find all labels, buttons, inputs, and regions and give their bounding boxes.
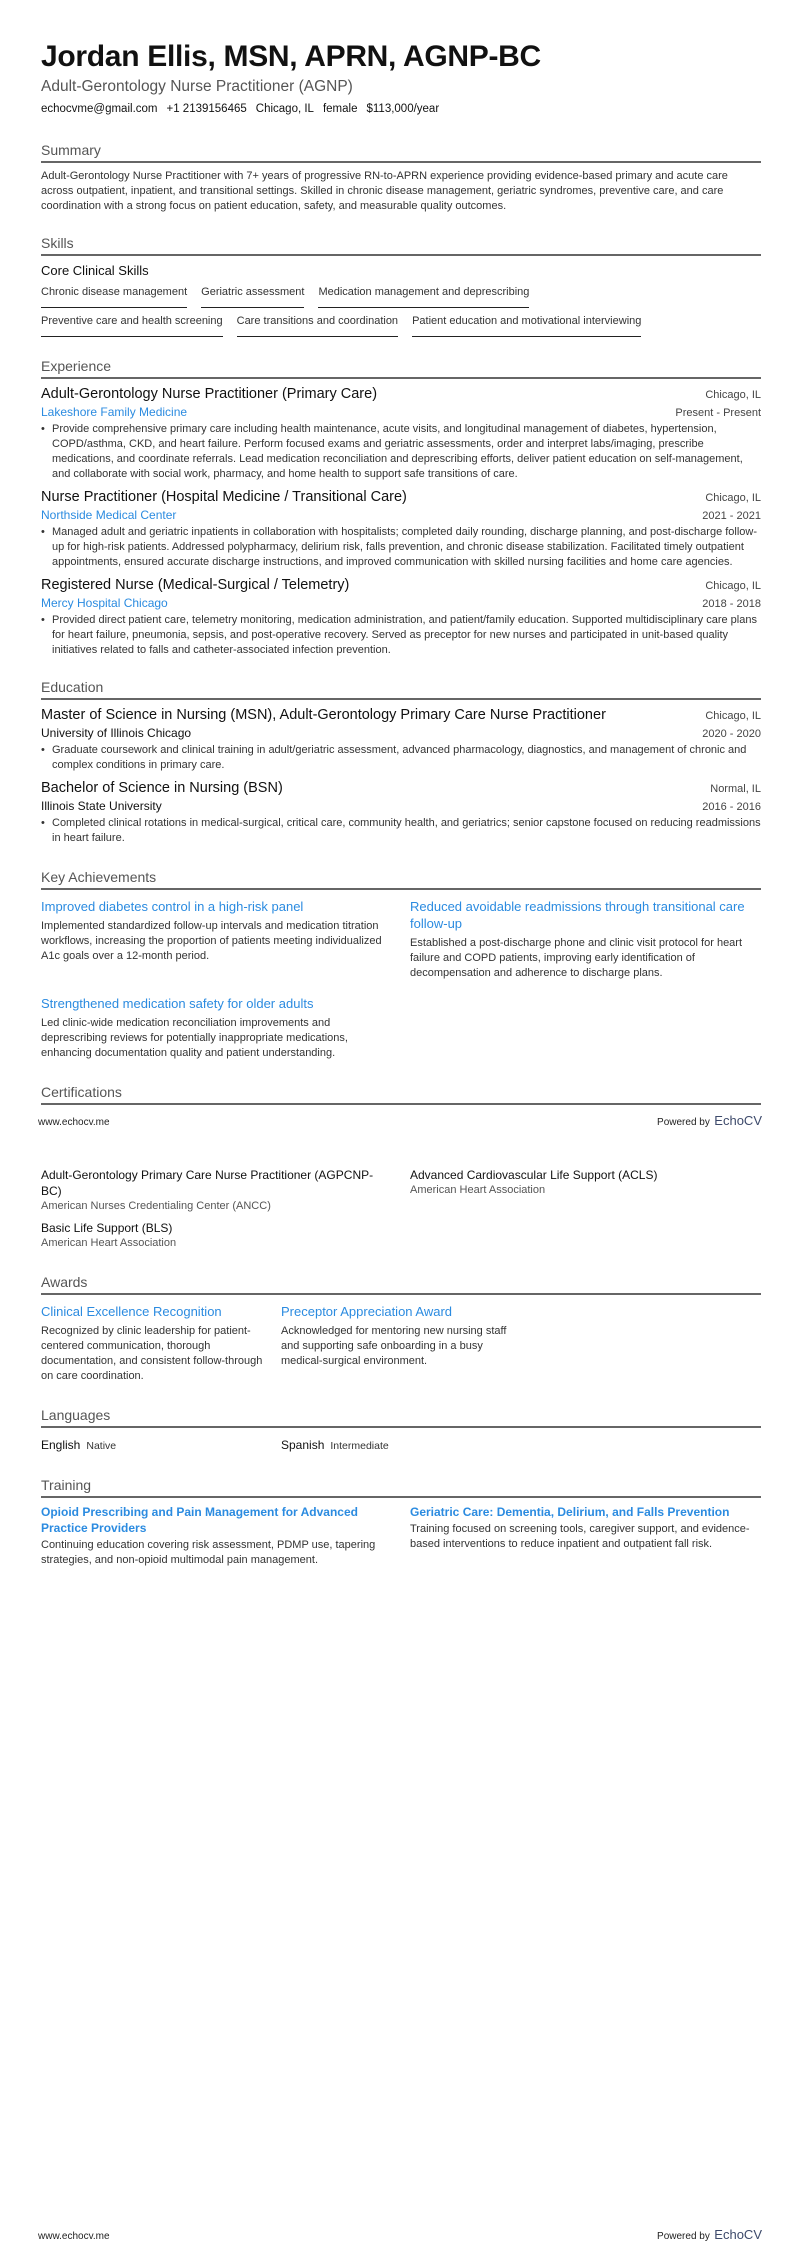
award-text: Recognized by clinic leadership for patient-centered communication, thorough documentation, and consistent follow-through on care coordination. — [41, 1325, 263, 1382]
skill-tag: Patient education and motivational interviewing — [412, 314, 641, 337]
skill-tag: Chronic disease management — [41, 285, 187, 308]
page-footer-1 — [38, 1112, 762, 1130]
experience-entry — [41, 576, 761, 658]
certification-org: American Heart Association — [410, 1184, 546, 1196]
achievement-text: Established a post-discharge phone and clinic visit protocol for heart failure and COPD patients, improving early identification of decompensation and adherence to discharge plans. — [410, 937, 743, 979]
achievement-text: Led clinic-wide medication reconciliation improvements and deprescribing reviews for potentially inappropriate medications, enhancing documentation quality and patient understanding. — [41, 1017, 348, 1059]
footer-url-link[interactable]: www.echocv.me — [38, 1117, 110, 1128]
experience-entry — [41, 488, 761, 570]
awards-heading: Awards — [41, 1273, 761, 1295]
school-name: Illinois State University — [41, 799, 162, 813]
contact-phone[interactable]: +1 2139156465 — [166, 103, 247, 115]
resume-page-2 — [41, 1167, 761, 1568]
training-title: Opioid Prescribing and Pain Management for Advanced Practice Providers — [41, 1505, 358, 1535]
education-dates: 2016 - 2016 — [702, 801, 761, 813]
education-bullet: • Completed clinical rotations in medical-surgical, critical care, community health, and geriatrics; senior capstone focused on reducing readmissions in heart failure. — [41, 816, 761, 846]
education-entry — [41, 779, 761, 846]
education-dates: 2020 - 2020 — [702, 728, 761, 740]
training-text: Training focused on screening tools, caregiver support, and evidence-based interventions to reduce inpatient and outpatient fall risk. — [410, 1523, 750, 1550]
summary-section — [41, 141, 761, 214]
certifications-section — [41, 1083, 761, 1105]
achievement-title: Reduced avoidable readmissions through transitional care follow-up — [410, 899, 745, 931]
contact-location: Chicago, IL — [255, 103, 314, 115]
language-item — [281, 1436, 521, 1454]
certification-title: Basic Life Support (BLS) — [41, 1221, 173, 1235]
job-location: Chicago, IL — [705, 580, 761, 592]
training-text: Continuing education covering risk assessment, PDMP use, tapering strategies, and non-opioid multimodal pain management. — [41, 1539, 376, 1566]
powered-by-label: Powered by — [657, 1117, 710, 1128]
achievement-item — [410, 898, 761, 981]
training-section — [41, 1476, 761, 1568]
award-text: Acknowledged for mentoring new nursing staff and supporting safe onboarding in a busy medical-surgical environment. — [281, 1325, 507, 1367]
job-title: Adult-Gerontology Nurse Practitioner (Primary Care) — [41, 386, 378, 402]
skill-group-title: Core Clinical Skills — [41, 263, 149, 278]
certification-item — [41, 1167, 392, 1214]
skill-tag: Care transitions and coordination — [237, 314, 398, 337]
language-name: English — [41, 1438, 81, 1452]
certification-org: American Heart Association — [41, 1237, 177, 1249]
employer-link[interactable]: Northside Medical Center — [41, 508, 177, 522]
awards-section — [41, 1273, 761, 1384]
experience-entry — [41, 385, 761, 482]
language-level: Intermediate — [330, 1440, 389, 1452]
achievements-heading: Key Achievements — [41, 868, 761, 890]
achievement-item — [41, 995, 392, 1061]
contact-gender: female — [322, 103, 358, 115]
achievements-section — [41, 868, 761, 1061]
contact-line — [41, 103, 761, 115]
certification-item — [41, 1220, 392, 1251]
contact-email[interactable]: echocvme@gmail.com — [41, 103, 158, 115]
award-title: Clinical Excellence Recognition — [41, 1304, 222, 1319]
brand-logo-link[interactable]: EchoCV — [714, 1113, 762, 1128]
candidate-name: Jordan Ellis, MSN, APRN, AGNP-BC — [41, 40, 541, 73]
skills-heading: Skills — [41, 234, 761, 256]
language-level: Native — [86, 1440, 117, 1452]
candidate-title: Adult-Gerontology Nurse Practitioner (AGNP) — [41, 78, 353, 95]
skill-tag: Medication management and deprescribing — [318, 285, 529, 308]
skills-row-1 — [41, 285, 761, 308]
languages-section — [41, 1406, 761, 1454]
skill-tag: Geriatric assessment — [201, 285, 304, 308]
job-dates: 2021 - 2021 — [702, 510, 761, 522]
certifications-list — [41, 1167, 761, 1251]
education-section — [41, 678, 761, 846]
language-name: Spanish — [281, 1438, 325, 1452]
training-item — [410, 1504, 761, 1568]
job-title: Registered Nurse (Medical-Surgical / Telemetry) — [41, 577, 350, 593]
achievement-title: Strengthened medication safety for older adults — [41, 996, 314, 1011]
languages-heading: Languages — [41, 1406, 761, 1428]
education-entry — [41, 706, 761, 773]
language-item — [41, 1436, 281, 1454]
achievement-title: Improved diabetes control in a high-risk panel — [41, 899, 304, 914]
education-heading: Education — [41, 678, 761, 700]
school-name: University of Illinois Chicago — [41, 726, 192, 740]
job-dates: Present - Present — [675, 407, 761, 419]
job-bullet: • Provide comprehensive primary care including health maintenance, acute visits, and longitudinal management of diabetes, hypertension, COPD/asthma, CKD, and heart failure. Perform focused exams and geriatric assessments, order and interpret labs/imaging, prescribe medications, and coordinate referrals. Lead medication reconciliation and deprescribing efforts, deliver patient education on self-management, and collaborate with social work, pharmacy, and home health to support safe transitions of care. — [41, 422, 761, 482]
summary-text: Adult-Gerontology Nurse Practitioner with 7+ years of progressive RN-to-APRN experience providing evidence-based primary and acute care across outpatient, inpatient, and transitional settings. Skilled in chronic disease management, geriatric syndromes, preventive care, and care coordination with a strong focus on patient education, safety, and measurable quality outcomes. — [41, 170, 728, 212]
achievement-item — [41, 898, 392, 981]
footer-url-link[interactable]: www.echocv.me — [38, 2231, 110, 2242]
contact-salary: $113,000/year — [366, 103, 440, 115]
skills-row-2 — [41, 314, 761, 337]
award-title: Preceptor Appreciation Award — [281, 1304, 453, 1319]
powered-by-label: Powered by — [657, 2231, 710, 2242]
powered-by — [657, 2226, 762, 2244]
employer-link[interactable]: Lakeshore Family Medicine — [41, 405, 188, 419]
certification-item — [410, 1167, 761, 1214]
job-location: Chicago, IL — [705, 492, 761, 504]
training-heading: Training — [41, 1476, 761, 1498]
powered-by — [657, 1112, 762, 1130]
skill-tag: Preventive care and health screening — [41, 314, 223, 337]
employer-link[interactable]: Mercy Hospital Chicago — [41, 596, 168, 610]
degree-title: Bachelor of Science in Nursing (BSN) — [41, 780, 283, 796]
training-item — [41, 1504, 392, 1568]
achievement-text: Implemented standardized follow-up intervals and medication titration workflows, increasing the proportion of patients meeting individualized A1c goals over a 12-month period. — [41, 920, 382, 962]
resume-page-1 — [41, 40, 761, 1105]
page-footer-2 — [38, 2226, 762, 2244]
school-location: Normal, IL — [710, 783, 761, 795]
experience-heading: Experience — [41, 357, 761, 379]
brand-logo-link[interactable]: EchoCV — [714, 2227, 762, 2242]
job-dates: 2018 - 2018 — [702, 598, 761, 610]
education-bullet: • Graduate coursework and clinical training in adult/geriatric assessment, advanced pharmacology, diagnostics, and management of chronic and complex conditions in primary care. — [41, 743, 761, 773]
job-bullet: • Provided direct patient care, telemetry monitoring, medication administration, and patient/family education. Supported multidisciplinary care plans for heart failure, pneumonia, sepsis, and post-operative recovery. Served as preceptor for new nurses and participated in unit-based quality initiatives related to falls and catheter-associated infection prevention. — [41, 613, 761, 658]
award-item — [281, 1303, 507, 1384]
certification-title: Adult-Gerontology Primary Care Nurse Practitioner (AGPCNP-BC) — [41, 1168, 374, 1198]
job-title: Nurse Practitioner (Hospital Medicine / Transitional Care) — [41, 489, 407, 505]
skills-section — [41, 234, 761, 337]
certification-title: Advanced Cardiovascular Life Support (ACLS) — [410, 1168, 658, 1182]
experience-section — [41, 357, 761, 658]
job-location: Chicago, IL — [705, 389, 761, 401]
award-item — [41, 1303, 267, 1384]
school-location: Chicago, IL — [705, 710, 761, 722]
training-title: Geriatric Care: Dementia, Delirium, and Falls Prevention — [410, 1505, 730, 1519]
degree-title: Master of Science in Nursing (MSN), Adult-Gerontology Primary Care Nurse Practitioner — [41, 707, 606, 723]
job-bullet: • Managed adult and geriatric inpatients in collaboration with hospitalists; completed daily rounding, discharge planning, and post-discharge follow-up for high-risk patients. Addressed polypharmacy, delirium risk, falls prevention, and chronic disease stabilization. Facilitated timely outpatient appointments, ensured accurate discharge instructions, and improved communication with skilled nursing facilities and home care agencies. — [41, 525, 761, 570]
summary-heading: Summary — [41, 141, 761, 163]
certifications-heading: Certifications — [41, 1083, 761, 1105]
certification-org: American Nurses Credentialing Center (ANCC) — [41, 1200, 271, 1212]
